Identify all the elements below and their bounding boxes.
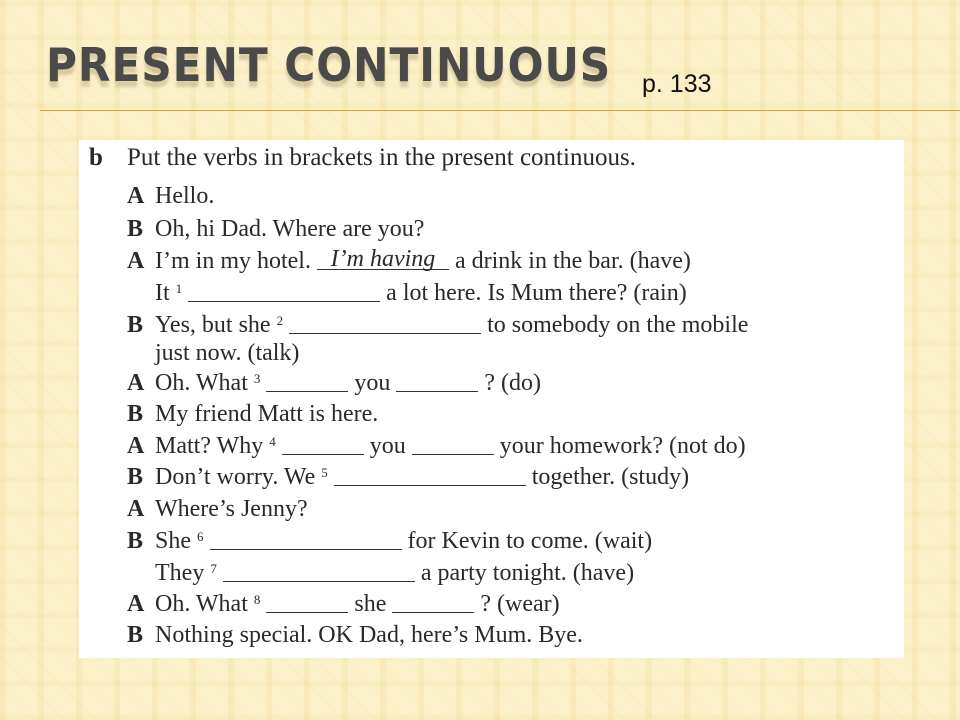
dialogue-line [127, 180, 214, 212]
line-text: you [354, 370, 391, 396]
title-divider [40, 110, 960, 111]
line-text: to somebody on the mobile [487, 312, 749, 338]
answer-blank[interactable] [396, 369, 478, 392]
speaker-label: A [127, 496, 145, 522]
exercise-instruction: Put the verbs in brackets in the present continuous. [127, 144, 636, 171]
line-text: Yes, but she [155, 312, 271, 338]
exercise-scan [79, 140, 904, 658]
line-text: ? (do) [484, 370, 542, 396]
line-text: Oh. What [155, 370, 248, 396]
line-text: for Kevin to come. (wait) [407, 528, 653, 554]
answer-blank[interactable] [412, 432, 494, 455]
exercise-heading [89, 144, 636, 172]
item-number: 8 [253, 592, 261, 607]
item-number: 2 [276, 313, 284, 328]
line-text: your homework? (not do) [499, 433, 746, 459]
page-reference: p. 133 [642, 70, 712, 98]
line-text: just now. (talk) [155, 340, 300, 366]
line-text: a party tonight. (have) [420, 560, 635, 586]
dialogue-line [127, 493, 308, 525]
speaker-label: B [127, 528, 144, 554]
speaker-label: A [127, 248, 145, 274]
item-number: 5 [321, 465, 328, 480]
line-text: you [369, 433, 406, 459]
dialogue-line [127, 588, 560, 620]
dialogue-line [127, 619, 583, 651]
line-text: a lot here. Is Mum there? (rain) [386, 280, 687, 306]
speaker-label: B [127, 216, 144, 242]
speaker-label: A [127, 433, 145, 459]
line-text: Don’t worry. We [155, 464, 316, 490]
line-text: My friend Matt is here. [155, 401, 379, 427]
line-text: Nothing special. OK Dad, here’s Mum. Bye. [155, 622, 583, 648]
line-text: together. (study) [531, 464, 690, 490]
answer-blank[interactable] [188, 279, 380, 302]
speaker-label: B [127, 312, 144, 338]
speaker-label: A [127, 370, 145, 396]
dialogue-line [127, 277, 687, 309]
example-answer-blank [317, 247, 449, 270]
line-text: Oh, hi Dad. Where are you? [155, 216, 425, 242]
line-text: Oh. What [155, 591, 248, 617]
line-text: a drink in the bar. (have) [454, 248, 691, 274]
line-text: Matt? Why [155, 433, 264, 459]
answer-blank[interactable] [223, 559, 415, 582]
dialogue-line [127, 245, 691, 277]
item-number: 3 [253, 371, 261, 386]
line-text: Where’s Jenny? [155, 496, 308, 522]
line-text: It [155, 280, 170, 306]
answer-blank[interactable] [334, 463, 526, 486]
dialogue-line [127, 337, 299, 369]
line-text: She [155, 528, 191, 554]
line-text: They [155, 560, 205, 586]
answer-blank[interactable] [210, 527, 402, 550]
speaker-label: A [127, 591, 145, 617]
answer-blank[interactable] [289, 311, 481, 334]
dialogue-line [127, 398, 378, 430]
dialogue-line [127, 525, 652, 557]
answer-blank[interactable] [392, 590, 474, 613]
item-number: 1 [175, 281, 183, 296]
line-text: ? (wear) [480, 591, 560, 617]
line-text: Hello. [155, 183, 215, 209]
answer-blank[interactable] [282, 432, 364, 455]
slide-title: PRESENT CONTINUOUS [46, 38, 612, 92]
answer-blank[interactable] [266, 590, 348, 613]
item-number: 7 [210, 561, 217, 576]
dialogue-line [127, 557, 634, 589]
item-number: 6 [197, 529, 204, 544]
example-answer: I’m having [330, 246, 436, 272]
answer-blank[interactable] [266, 369, 348, 392]
dialogue-line [127, 367, 541, 399]
dialogue-line [127, 213, 424, 245]
speaker-label: B [127, 401, 144, 427]
dialogue-line [127, 430, 746, 462]
speaker-label: A [127, 183, 145, 209]
dialogue-line [127, 461, 689, 493]
speaker-label: B [127, 464, 144, 490]
exercise-letter: b [89, 144, 103, 171]
line-text: she [354, 591, 387, 617]
speaker-label: B [127, 622, 144, 648]
item-number: 4 [269, 434, 276, 449]
line-text: I’m in my hotel. [155, 248, 311, 274]
